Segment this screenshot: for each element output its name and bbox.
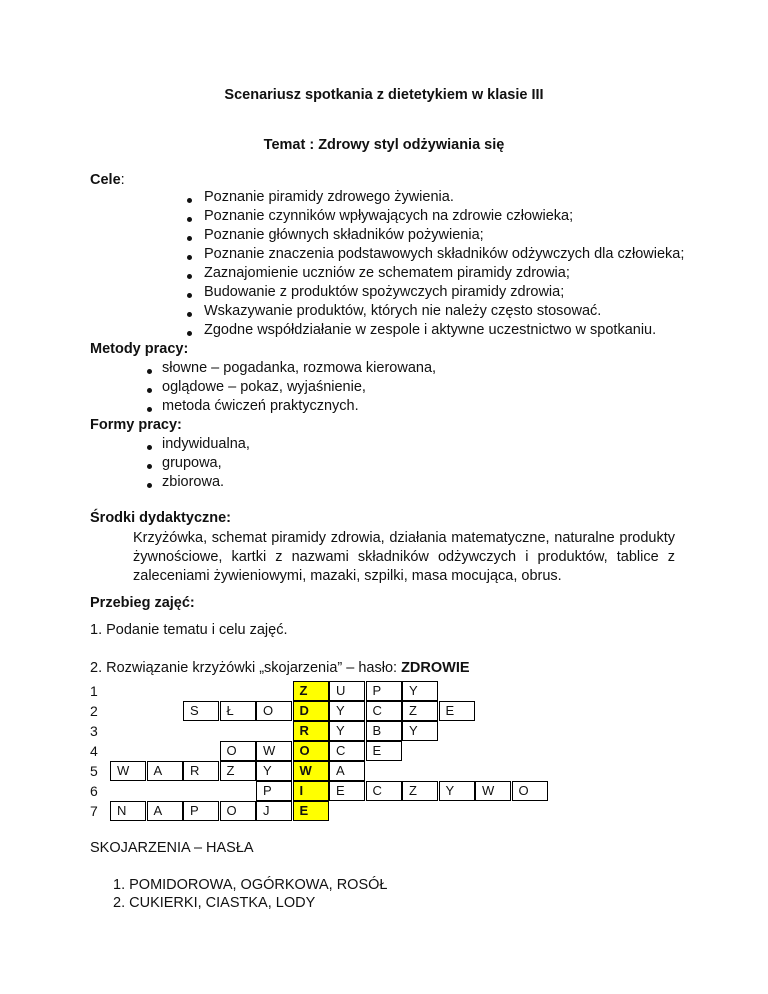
- crossword-key-cell: I: [293, 781, 329, 801]
- lesson-topic: Temat : Zdrowy styl odżywiania się: [263, 137, 505, 153]
- goals-heading: Cele: [90, 172, 121, 188]
- crossword-cell: E: [329, 781, 365, 801]
- course-step-2: [90, 660, 470, 676]
- goal-text: Zgodne współdziałanie w zespole i aktywne uczestnictwo w spotkaniu.: [204, 322, 657, 338]
- crossword-row-number: 7: [90, 803, 98, 819]
- crossword-cell: R: [183, 761, 219, 781]
- form-text: grupowa,: [162, 455, 222, 471]
- crossword-cell: B: [366, 721, 402, 741]
- crossword-key-cell: R: [293, 721, 329, 741]
- crossword-cell: C: [366, 701, 402, 721]
- course-heading: Przebieg zajęć:: [90, 595, 195, 611]
- crossword-cell: E: [439, 701, 475, 721]
- crossword-row-number: 1: [90, 683, 98, 699]
- crossword-cell: O: [256, 701, 292, 721]
- step-2-text: 2. Rozwiązanie krzyżówki „skojarzenia” – hasło:: [90, 660, 402, 676]
- crossword-cell: J: [256, 801, 292, 821]
- method-text: oglądowe – pokaz, wyjaśnienie,: [162, 379, 366, 395]
- crossword-cell: Z: [220, 761, 256, 781]
- crossword-key-cell: E: [293, 801, 329, 821]
- aids-paragraph: Krzyżówka, schemat piramidy zdrowia, działania matematyczne, naturalne produkty żywnościowe, kartki z nazwami składników odżywczych i produktów, tablice z zaleceniami żywieniowymi, mazaki, szpilki, masa mocująca, obrus.: [133, 530, 675, 584]
- bullet-icon: [147, 445, 152, 450]
- bullet-icon: [147, 483, 152, 488]
- crossword-cell: C: [329, 741, 365, 761]
- crossword-cell: A: [329, 761, 365, 781]
- crossword-key-cell: Z: [293, 681, 329, 701]
- association-item: 2. CUKIERKI, CIASTKA, LODY: [113, 895, 316, 911]
- form-text: zbiorowa.: [162, 474, 225, 490]
- goal-text: Wskazywanie produktów, których nie należy często stosować.: [204, 303, 602, 319]
- bullet-icon: [187, 331, 192, 336]
- bullet-icon: [187, 236, 192, 241]
- crossword-cell: O: [220, 801, 256, 821]
- bullet-icon: [147, 369, 152, 374]
- crossword-cell: O: [512, 781, 548, 801]
- crossword-cell: E: [366, 741, 402, 761]
- crossword-cell: P: [256, 781, 292, 801]
- bullet-icon: [187, 274, 192, 279]
- associations-heading: SKOJARZENIA – HASŁA: [90, 840, 254, 856]
- crossword-cell: Y: [256, 761, 292, 781]
- crossword-cell: Ł: [220, 701, 256, 721]
- crossword-key-cell: D: [293, 701, 329, 721]
- crossword-row-number: 6: [90, 783, 98, 799]
- goal-text: Poznanie głównych składników pożywienia;: [204, 227, 484, 243]
- bullet-icon: [147, 388, 152, 393]
- crossword-key-cell: O: [293, 741, 329, 761]
- crossword-row-number: 3: [90, 723, 98, 739]
- bullet-icon: [187, 198, 192, 203]
- course-step-1: 1. Podanie tematu i celu zajęć.: [90, 622, 288, 638]
- goal-text: Budowanie z produktów spożywczych piramidy zdrowia;: [204, 284, 565, 300]
- bullet-icon: [187, 255, 192, 260]
- crossword-row-number: 2: [90, 703, 98, 719]
- crossword-cell: Z: [402, 701, 438, 721]
- crossword-cell: P: [183, 801, 219, 821]
- crossword-row-number: 5: [90, 763, 98, 779]
- bullet-icon: [187, 293, 192, 298]
- goal-text: Poznanie czynników wpływających na zdrowie człowieka;: [204, 208, 574, 224]
- crossword-cell: O: [220, 741, 256, 761]
- forms-heading: Formy pracy:: [90, 417, 182, 433]
- crossword-cell: C: [366, 781, 402, 801]
- crossword-cell: U: [329, 681, 365, 701]
- crossword-cell: A: [147, 801, 183, 821]
- crossword-cell: N: [110, 801, 146, 821]
- bullet-icon: [187, 217, 192, 222]
- form-text: indywidualna,: [162, 436, 250, 452]
- crossword-cell: Z: [402, 781, 438, 801]
- crossword-cell: Y: [439, 781, 475, 801]
- crossword-answer: ZDROWIE: [401, 660, 470, 676]
- crossword-cell: Y: [402, 721, 438, 741]
- goal-text: Poznanie piramidy zdrowego żywienia.: [204, 189, 454, 205]
- crossword-row-number: 4: [90, 743, 98, 759]
- crossword-cell: W: [475, 781, 511, 801]
- bullet-icon: [147, 407, 152, 412]
- document-title: Scenariusz spotkania z dietetykiem w klasie III: [224, 87, 544, 103]
- goals-heading-line: [90, 172, 125, 188]
- crossword-key-cell: W: [293, 761, 329, 781]
- crossword-cell: Y: [329, 721, 365, 741]
- bullet-icon: [187, 312, 192, 317]
- crossword-cell: P: [366, 681, 402, 701]
- crossword-cell: W: [256, 741, 292, 761]
- goal-text: Poznanie znaczenia podstawowych składników odżywczych dla człowieka;: [204, 246, 685, 262]
- crossword-cell: Y: [402, 681, 438, 701]
- goal-text: Zaznajomienie uczniów ze schematem piramidy zdrowia;: [204, 265, 570, 281]
- bullet-icon: [147, 464, 152, 469]
- association-item: 1. POMIDOROWA, OGÓRKOWA, ROSÓŁ: [113, 877, 388, 893]
- crossword-cell: Y: [329, 701, 365, 721]
- crossword-cell: S: [183, 701, 219, 721]
- method-text: metoda ćwiczeń praktycznych.: [162, 398, 359, 414]
- goals-colon: :: [120, 172, 125, 188]
- methods-heading: Metody pracy:: [90, 341, 189, 357]
- aids-heading: Środki dydaktyczne:: [90, 510, 232, 526]
- method-text: słowne – pogadanka, rozmowa kierowana,: [162, 360, 437, 376]
- crossword-cell: W: [110, 761, 146, 781]
- crossword-cell: A: [147, 761, 183, 781]
